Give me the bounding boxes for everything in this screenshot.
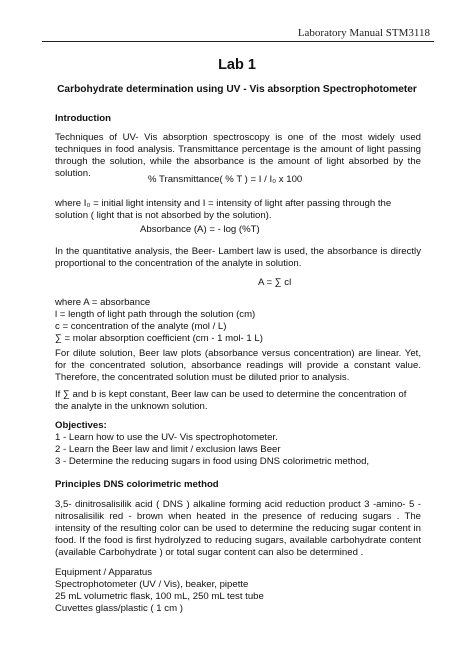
introduction-heading: Introduction — [55, 113, 111, 124]
intro-paragraph-5: If ∑ and b is kept constant, Beer law can be used to determine the concentration of the analyte in the unknown solution. — [55, 389, 407, 412]
equipment-line: 25 mL volumetric flask, 100 mL, 250 mL test tube — [55, 591, 264, 602]
transmittance-equation: % Transmittance( % T ) = I / I₀ x 100 — [148, 174, 303, 185]
intro-paragraph-1: Techniques of UV- Vis absorption spectroscopy is one of the most widely used techniques in food analysis. Transmittance percentage is the amount of light passing through the solution, while the absorbance is the amount of light absorbed by the solution. — [55, 132, 421, 179]
header-rule — [42, 41, 434, 42]
lab-subtitle: Carbohydrate determination using UV - Vis absorption Spectrophotometer — [57, 84, 417, 95]
variable-definitions — [55, 297, 421, 345]
objectives-list — [55, 432, 421, 468]
definition-line: where A = absorbance — [55, 297, 151, 308]
intro-paragraph-2: where I₀ = initial light intensity and I = intensity of light after passing through the solution ( light that is not absorbed by the solution). — [55, 198, 392, 221]
equipment-line: Spectrophotometer (UV / Vis), beaker, pipette — [55, 579, 249, 590]
objective-item: 3 - Determine the reducing sugars in food using DNS colorimetric method, — [55, 456, 370, 467]
equipment-list — [55, 567, 421, 615]
definition-line: l = length of light path through the solution (cm) — [55, 309, 256, 320]
objective-item: 1 - Learn how to use the UV- Vis spectrophotometer. — [55, 432, 278, 443]
lab-title: Lab 1 — [218, 57, 256, 73]
principles-paragraph: 3,5- dinitrosalisilik acid ( DNS ) alkaline forming acid reduction product 3 -amino- 5 -nitrosalisilik red - brown when heated in the presence of reducing sugars . The intensity of the resulting color can be used to determine the reducing sugar content in food. If the food is first hydrolyzed to reducing sugars, available carbohydrate content (available Carbohydrate ) or total sugar content can also be determined . — [55, 499, 421, 558]
definition-line: ∑ = molar absorption coefficient (cm - 1 mol- 1 L) — [55, 333, 263, 344]
equipment-line: Cuvettes glass/plastic ( 1 cm ) — [55, 603, 183, 614]
principles-heading: Principles DNS colorimetric method — [55, 479, 219, 490]
intro-paragraph-3: In the quantitative analysis, the Beer- Lambert law is used, the absorbance is directly proportional to the concentration of the analyte in solution. — [55, 246, 421, 269]
beer-lambert-equation: A = ∑ cl — [258, 277, 292, 288]
objective-item: 2 - Learn the Beer law and limit / exclusion laws Beer — [55, 444, 281, 455]
absorbance-equation: Absorbance (A) = - log (%T) — [140, 224, 260, 235]
equipment-line: Equipment / Apparatus — [55, 567, 153, 578]
running-header: Laboratory Manual STM3118 — [297, 27, 430, 39]
definition-line: c = concentration of the analyte (mol / L) — [55, 321, 227, 332]
objectives-heading: Objectives: — [55, 420, 107, 431]
intro-paragraph-4: For dilute solution, Beer law plots (absorbance versus concentration) are linear. Yet, for the concentrated solution, absorbance readings will provide a constant value. Therefore, the concentrated solution must be diluted prior to analysis. — [55, 348, 421, 383]
